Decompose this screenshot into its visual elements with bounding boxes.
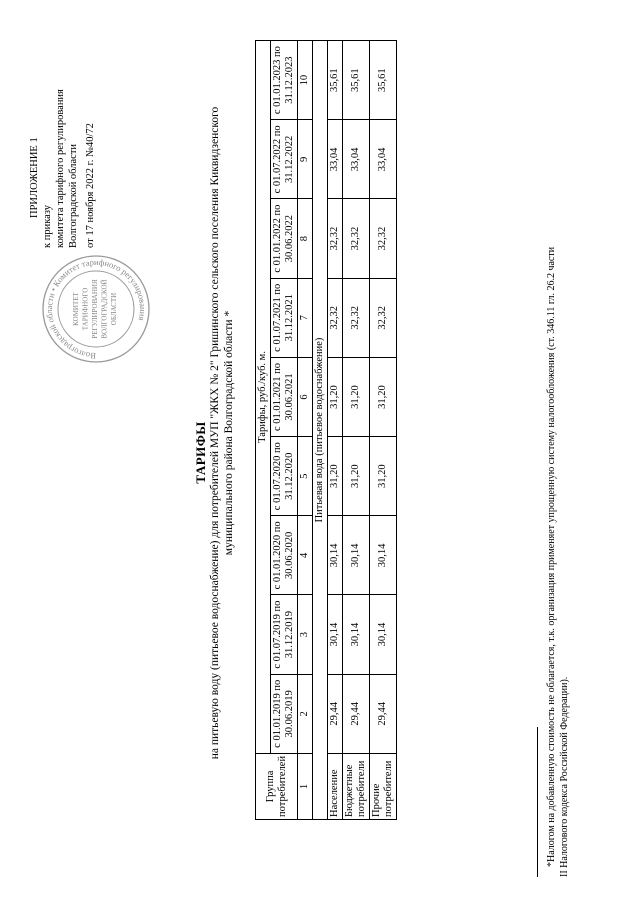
period-header: с 01.01.2023 по 31.12.2023 (271, 41, 298, 120)
tariff-cell: 35,61 (328, 41, 343, 120)
footnote-rule (537, 727, 538, 877)
tariff-cell: 33,04 (370, 120, 397, 199)
column-number: 4 (298, 516, 313, 595)
tariff-cell: 30,14 (328, 516, 343, 595)
tariff-cell: 35,61 (370, 41, 397, 120)
tariff-cell: 35,61 (343, 41, 370, 120)
group-header: Группа потребителей (256, 753, 298, 819)
column-number: 10 (298, 41, 313, 120)
period-header: с 01.01.2022 по 30.06.2022 (271, 199, 298, 278)
subtitle-line-2: муниципального района Волгоградской области * (223, 310, 235, 556)
period-header: с 01.01.2021 по 30.06.2021 (271, 357, 298, 436)
tariff-cell: 31,20 (370, 357, 397, 436)
stamp-inner-line: ВОЛГОГРАДСКОЙ (100, 279, 109, 339)
column-number: 5 (298, 437, 313, 516)
official-stamp (40, 253, 152, 365)
tariff-cell: 30,14 (370, 516, 397, 595)
row-group: Население (328, 753, 343, 819)
annex-line-3: Волгоградской области (68, 143, 79, 248)
period-header-row (271, 41, 298, 820)
tariff-cell: 32,32 (343, 199, 370, 278)
table-row (343, 41, 370, 820)
column-number: 1 (298, 753, 313, 819)
period-header: с 01.07.2020 по 31.12.2020 (271, 437, 298, 516)
stamp-inner-line: ТАРИФНОГО (81, 287, 90, 331)
footnote (545, 17, 571, 877)
page-subtitle (208, 33, 236, 833)
period-header: с 01.07.2019 по 31.12.2019 (271, 595, 298, 674)
tariff-cell: 32,32 (343, 278, 370, 357)
stamp-inner-line: ОБЛАСТИ (110, 292, 118, 326)
tariff-cell: 30,14 (343, 516, 370, 595)
annex-block (28, 18, 97, 248)
subtitle-line-1: на питьевую воду (питьевое водоснабжение) для потребителей МУП "ЖКХ № 2" Гришинского сельского поселения Киквидзенского (209, 106, 221, 760)
tariff-cell: 31,20 (328, 357, 343, 436)
section-label: Питьевая вода (питьевое водоснабжение) (313, 41, 328, 820)
tariff-cell: 31,20 (370, 437, 397, 516)
tariff-cell: 32,32 (328, 199, 343, 278)
stamp-ring-text: Волгоградской области • Комитет тарифного регулирования (43, 256, 149, 362)
column-number: 7 (298, 278, 313, 357)
tariff-cell: 32,32 (370, 278, 397, 357)
column-number: 2 (298, 674, 313, 753)
tariff-cell: 29,44 (343, 674, 370, 753)
period-header: с 01.01.2020 по 30.06.2020 (271, 516, 298, 595)
tariff-cell: 30,14 (370, 595, 397, 674)
tariff-cell: 30,14 (343, 595, 370, 674)
tariff-cell: 30,14 (328, 595, 343, 674)
period-header: с 01.07.2021 по 31.12.2021 (271, 278, 298, 357)
stamp-inner-line: КОМИТЕТ (72, 292, 80, 326)
tariff-cell: 32,32 (370, 199, 397, 278)
tariff-table (255, 40, 397, 820)
footnote-line-2: II Налогового кодекса Российской Федерации). (559, 676, 570, 877)
tariff-header: Тарифы, руб./куб. м. (256, 41, 271, 754)
annex-line-1: к приказу (42, 205, 53, 248)
annex-title: ПРИЛОЖЕНИЕ 1 (29, 137, 40, 218)
period-header: с 01.07.2022 по 31.12.2022 (271, 120, 298, 199)
annex-line-4: от 17 ноября 2022 г. №40/72 (85, 123, 96, 248)
section-row (313, 41, 328, 820)
column-number: 9 (298, 120, 313, 199)
tariff-cell: 31,20 (328, 437, 343, 516)
tariff-cell: 32,32 (328, 278, 343, 357)
column-number: 8 (298, 199, 313, 278)
stamp-inner-line: РЕГУЛИРОВАНИЯ (91, 279, 99, 339)
column-number-row (298, 41, 313, 820)
tariff-cell: 33,04 (328, 120, 343, 199)
tariff-cell: 29,44 (328, 674, 343, 753)
tariff-cell: 29,44 (370, 674, 397, 753)
annex-line-2: комитета тарифного регулирования (55, 89, 66, 248)
column-number: 6 (298, 357, 313, 436)
row-group: Прочие потребители (370, 753, 397, 819)
tariff-cell: 31,20 (343, 357, 370, 436)
row-group: Бюджетные потребители (343, 753, 370, 819)
period-header: с 01.01.2019 по 30.06.2019 (271, 674, 298, 753)
stamp-inner-text (72, 279, 118, 339)
column-number: 3 (298, 595, 313, 674)
footnote-line-1: *Налогом на добавленную стоимость не облагается, т.к. организация применяет упрощенную систему налогообложения (ст. 346.11 гл. 26.2 части (546, 246, 557, 867)
table-row (370, 41, 397, 820)
table-header-row (256, 41, 271, 820)
tariff-cell: 33,04 (343, 120, 370, 199)
tariff-cell: 31,20 (343, 437, 370, 516)
table-row (328, 41, 343, 820)
page-title: ТАРИФЫ (193, 421, 208, 484)
